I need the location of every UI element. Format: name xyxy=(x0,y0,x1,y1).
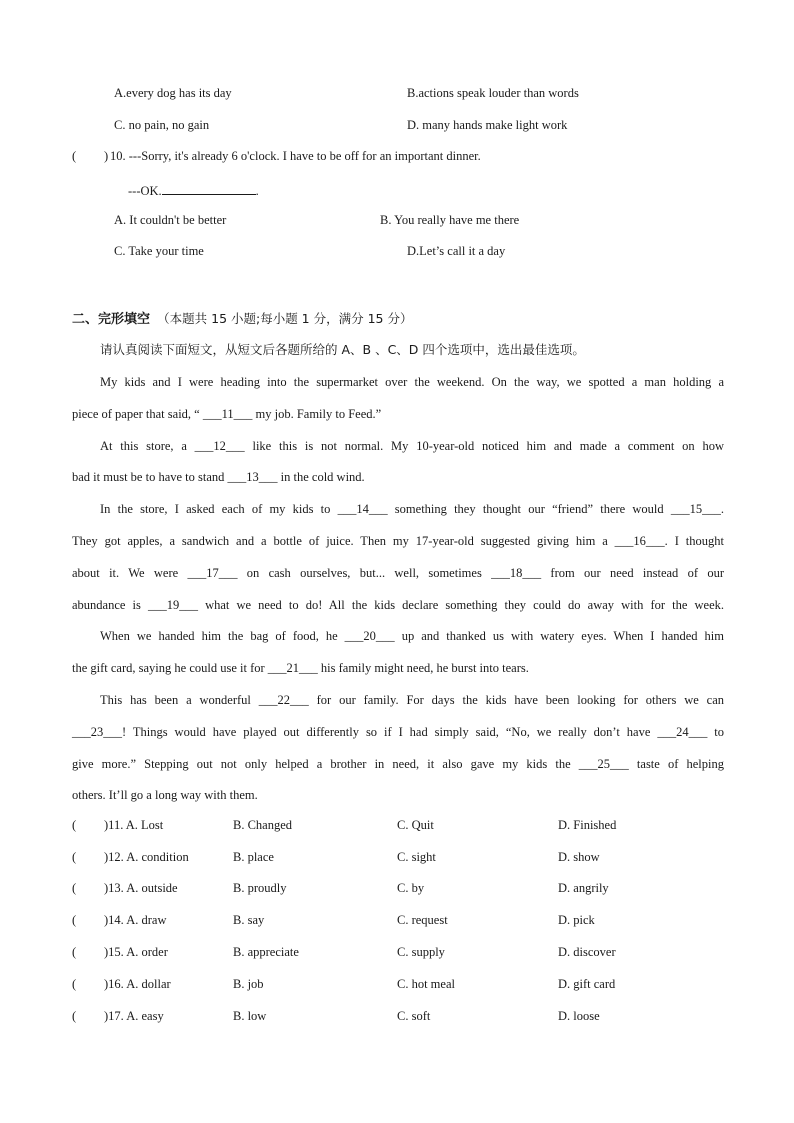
passage-line: about it. We were ___17___ on cash ourselves, but... well, sometimes ___18___ from our need instead of our xyxy=(72,565,724,580)
q9-option-d: D. many hands make light work xyxy=(407,118,568,132)
question-12-option-a: )12. A. condition xyxy=(104,850,189,864)
q10-option-d: D.Let’s call it a day xyxy=(407,244,506,258)
question-12-option-c: C. sight xyxy=(397,850,436,864)
q10-bracket-open: ( xyxy=(72,149,77,163)
passage-line: bad it must be to have to stand ___13___ in the cold wind. xyxy=(72,470,365,485)
q10-answer-blank[interactable] xyxy=(162,181,256,195)
question-bracket[interactable]: ( xyxy=(72,945,77,959)
passage-line: When we handed him the bag of food, he ___20___ up and thanked us with watery eyes. When I handed him xyxy=(100,629,724,644)
question-11-option-d: D. Finished xyxy=(558,818,617,832)
passage-line: others. It’ll go a long way with them. xyxy=(72,788,258,803)
question-15-option-a: )15. A. order xyxy=(104,945,168,959)
question-15-option-c: C. supply xyxy=(397,945,445,959)
question-15-option-d: D. discover xyxy=(558,945,616,959)
question-16-option-a: )16. A. dollar xyxy=(104,977,171,991)
cloze-passage xyxy=(72,371,724,816)
q10-reply-end: . xyxy=(255,184,259,198)
question-14-option-a: )14. A. draw xyxy=(104,913,167,927)
section-note: （本题共 15 小题;每小题 1 分，满分 15 分） xyxy=(157,311,413,326)
q10-option-b: B. You really have me there xyxy=(380,213,520,227)
question-bracket[interactable]: ( xyxy=(72,850,77,864)
question-12-option-d: D. show xyxy=(558,850,600,864)
q10-reply xyxy=(128,181,259,199)
q9-option-a: A.every dog has its day xyxy=(114,86,232,100)
q10-option-a: A. It couldn't be better xyxy=(114,213,227,227)
passage-line: abundance is ___19___ what we need to do! All the kids declare something they could do away with for the week. xyxy=(72,597,724,612)
question-bracket[interactable]: ( xyxy=(72,881,77,895)
question-14-option-b: B. say xyxy=(233,913,265,927)
question-12-option-b: B. place xyxy=(233,850,274,864)
q10-bracket-close: ) xyxy=(104,149,109,163)
question-16-option-c: C. hot meal xyxy=(397,977,455,991)
q10-reply-text: ---OK. xyxy=(128,184,162,198)
question-13-option-c: C. by xyxy=(397,881,425,895)
passage-line: This has been a wonderful ___22___ for our family. For days the kids have been looking for others we can xyxy=(100,692,724,707)
passage-line: They got apples, a sandwich and a bottle of juice. Then my 17-year-old suggested giving him a ___16___. I thought xyxy=(72,533,724,548)
question-17-option-a: )17. A. easy xyxy=(104,1009,164,1023)
question-13-option-b: B. proudly xyxy=(233,881,287,895)
question-15-option-b: B. appreciate xyxy=(233,945,299,959)
q10-option-c: C. Take your time xyxy=(114,244,204,258)
question-17-option-c: C. soft xyxy=(397,1009,431,1023)
question-17-option-d: D. loose xyxy=(558,1009,600,1023)
question-17-option-b: B. low xyxy=(233,1009,267,1023)
question-11-option-b: B. Changed xyxy=(233,818,293,832)
question-16-option-d: D. gift card xyxy=(558,977,616,991)
passage-line: At this store, a ___12___ like this is not normal. My 10-year-old noticed him and made a comment on how xyxy=(100,438,724,453)
passage-line: the gift card, saying he could use it for ___21___ his family might need, he burst into tears. xyxy=(72,661,529,676)
question-14-option-c: C. request xyxy=(397,913,448,927)
question-13-option-a: )13. A. outside xyxy=(104,881,178,895)
question-11-option-c: C. Quit xyxy=(397,818,434,832)
section-title: 二、完形填空 xyxy=(72,312,151,327)
q9-option-b: B.actions speak louder than words xyxy=(407,86,579,100)
passage-line: piece of paper that said, “ ___11___ my job. Family to Feed.” xyxy=(72,406,382,421)
question-bracket[interactable]: ( xyxy=(72,1009,77,1023)
question-11-option-a: )11. A. Lost xyxy=(104,818,164,832)
passage-line: ___23___! Things would have played out differently so if I had simply said, “No, we really don’t have ___24___ to xyxy=(72,724,724,739)
q10-stem: 10. ---Sorry, it's already 6 o'clock. I have to be off for an important dinner. xyxy=(110,149,481,163)
section-instruction: 请认真阅读下面短文，从短文后各题所给的 A、B 、C、D 四个选项中，选出最佳选项。 xyxy=(100,342,585,357)
question-16-option-b: B. job xyxy=(233,977,264,991)
passage-line: give more.” Stepping out not only helped a brother in need, it also gave my kids the ___25___ taste of helping xyxy=(72,756,724,771)
question-13-option-d: D. angrily xyxy=(558,881,609,895)
q9-option-c: C. no pain, no gain xyxy=(114,118,210,132)
question-bracket[interactable]: ( xyxy=(72,913,77,927)
question-bracket[interactable]: ( xyxy=(72,818,77,832)
question-bracket[interactable]: ( xyxy=(72,977,77,991)
section-heading xyxy=(72,308,412,327)
passage-line: In the store, I asked each of my kids to ___14___ something they thought our “friend” there would ___15___. xyxy=(100,502,724,517)
question-14-option-d: D. pick xyxy=(558,913,595,927)
passage-line: My kids and I were heading into the supermarket over the weekend. On the way, we spotted a man holding a xyxy=(100,375,724,389)
